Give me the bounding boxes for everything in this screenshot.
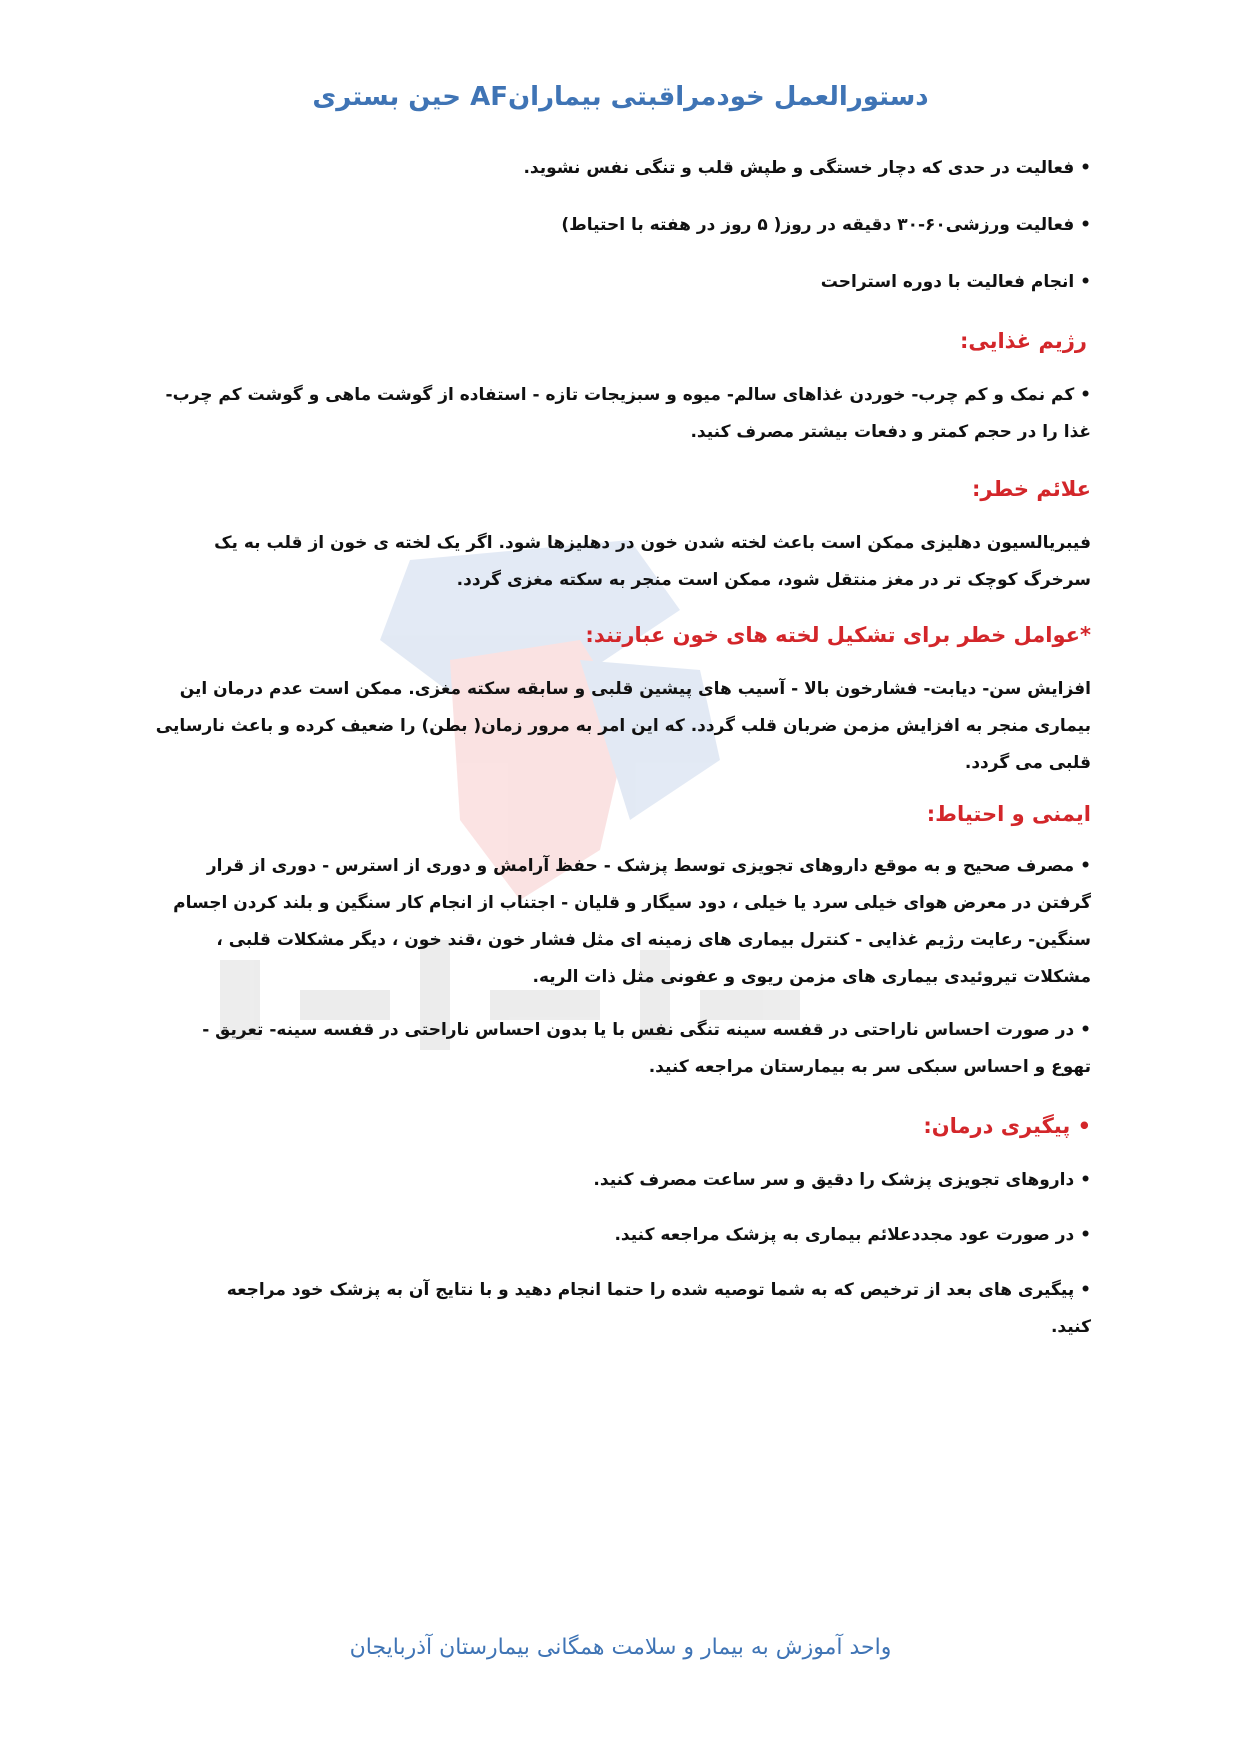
danger-heading: علائم خطر: [971,477,1091,501]
followup-heading: • پیگیری درمان: [923,1114,1091,1138]
risk-heading: *عوامل خطر برای تشکیل لخته های خون عبارتند: [585,623,1091,647]
risk-text: افزایش سن- دیابت- فشارخون بالا - آسیب های پیشین قلبی و سابقه سکته مغزی. ممکن است عدم درمان این بیماری منجر به افزایش مزمن ضربان قلب گردد. که این امر به مرور زمان( بطن) را ضعیف کرده و باعث نارسایی قلبی می گردد. [155,679,1091,773]
danger-text: فیبریالسیون دهلیزی ممکن است باعث لخته شدن خون در دهلیزها شود. اگر یک لخته ی خون از قلب به یک سرخرگ کوچک تر در مغز منتقل شود، ممکن است منجر به سکته مغزی گردد. [214,533,1091,590]
followup-item-3: • پیگیری های بعد از ترخیص که به شما توصیه شده را حتما انجام دهید و با نتایج آن به پزشک خود مراجعه کنید. [226,1280,1091,1337]
safety-item-1: • مصرف صحیح و به موقع داروهای تجویزی توسط پزشک - حفظ آرامش و دوری از استرس - دوری از قرار گرفتن در معرض هوای خیلی سرد یا خیلی ، دود سیگار و قلیان - اجتناب از انجام کار سنگین و بلند کردن اجسام سنگین- رعایت رژیم غذایی - کنترل بیماری های زمینه ای مثل فشار خون ،قند خون ، دیگر مشکلات قلبی ، مشکلات تیروئیدی بیماری های مزمن ریوی و عفونی مثل ذات الریه. [173,856,1091,987]
diet-text: • کم نمک و کم چرب- خوردن غذاهای سالم- میوه و سبزیجات تازه - استفاده از گوشت ماهی و گوشت کم چرب- غذا را در حجم کمتر و دفعات بیشتر مصرف کنید. [165,385,1091,442]
followup-item-1: • داروهای تجویزی پزشک را دقیق و سر ساعت مصرف کنید. [593,1170,1091,1190]
safety-item-2: • در صورت احساس ناراحتی در قفسه سینه تنگی نفس با یا بدون احساس ناراحتی در قفسه سینه- تعریق - تهوع و احساس سبکی سر به بیمارستان مراجعه کنید. [202,1020,1091,1077]
safety-heading: ایمنی و احتیاط: [926,802,1091,826]
diet-heading: رژیم غذایی: [959,329,1087,353]
document-footer: واحد آموزش به بیمار و سلامت همگانی بیمارستان آذربایجان [349,1635,892,1660]
document-body [151,150,1091,1346]
document-title: دستورالعمل خودمراقبتی بیمارانAF حین بستری [312,82,929,112]
followup-item-2: • در صورت عود مجددعلائم بیماری به پزشک مراجعه کنید. [614,1225,1091,1245]
activity-item-2: • فعالیت ورزشی۶۰-۳۰ دقیقه در روز( ۵ روز در هفته با احتیاط) [561,215,1091,235]
activity-item-3: • انجام فعالیت با دوره استراحت [820,272,1091,292]
activity-item-1: • فعالیت در حدی که دچار خستگی و طپش قلب و تنگی نفس نشوید. [523,158,1091,178]
